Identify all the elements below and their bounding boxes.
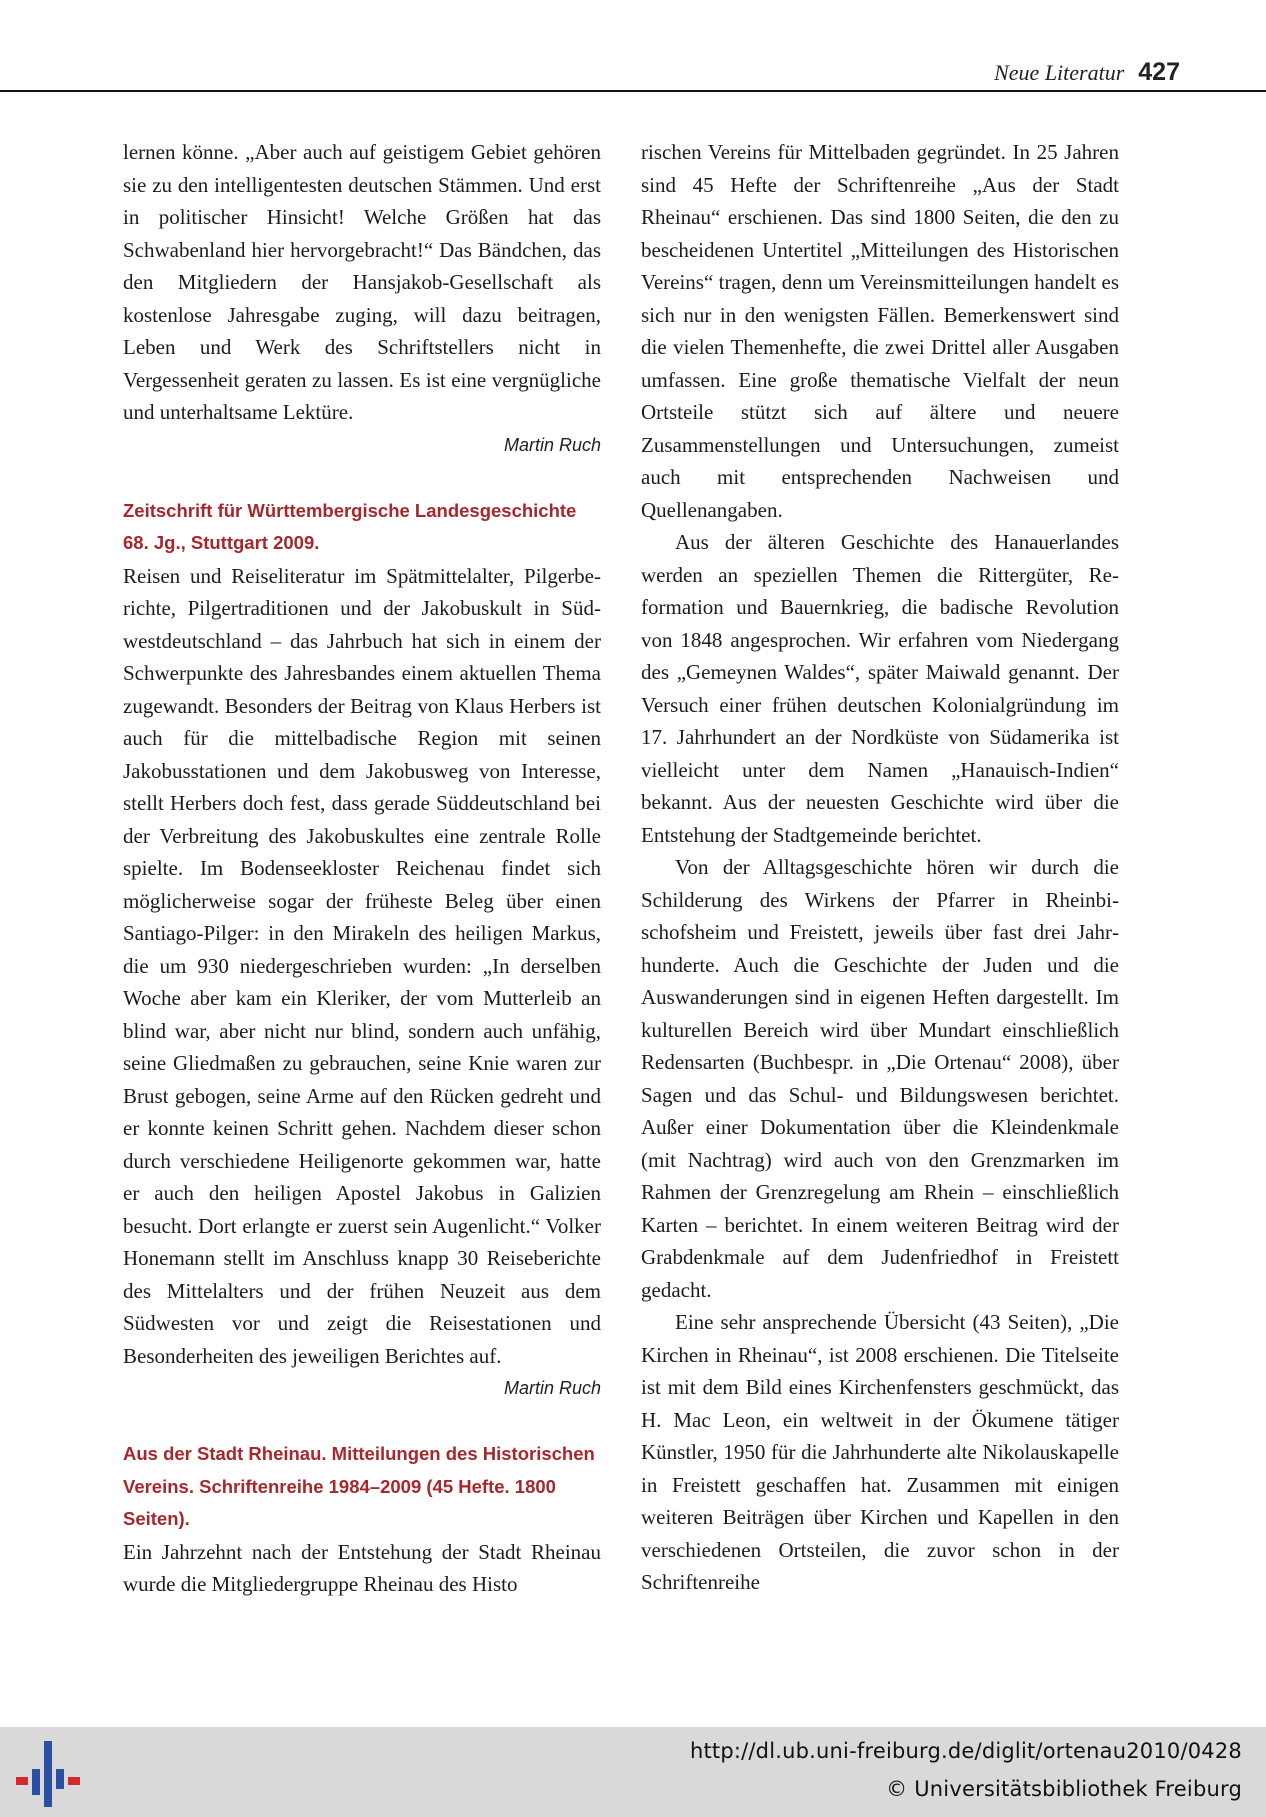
review1-paragraph: lernen könne. „Aber auch auf geistigem Gebiet gehören sie zu den intelligentesten deutschen Stämmen. Und erst in politischer Hinsicht! Welche Größen hat das Schwabenland hier hervorgebracht!“ Das Bändchen, das den Mitgliedern der Hansjakob-Gesellschaft als kostenlose Jahresgabe zuging, will dazu beitragen, Leben und Werk des Schriftstellers nicht in Vergessenheit geraten zu lassen. Es ist eine vergnügliche und unterhaltsame Lektüre.: [123, 140, 601, 424]
right-paragraph-2: Aus der älteren Geschichte des Hanauerlandes werden an speziellen Themen die Rittergüter, Reformation und Bauernkrieg, die badische Revolution von 1848 angesprochen. Wir erfahren vom Niedergang des „Gemeynen Waldes“, später Maiwald genannt. Der Versuch einer frühen deutschen Kolonialgründung im 17. Jahrhundert an der Nordküste von Südamerika ist vielleicht unter dem Namen „Hanauisch-Indien“ bekannt. Aus der neuesten Geschichte wird über die Entstehung der Stadtgemeinde berichtet.: [641, 530, 1119, 847]
right-paragraph-4: Eine sehr ansprechende Übersicht (43 Seiten), „Die Kirchen in Rheinau“, ist 2008 erschienen. Die Titelseite ist mit dem Bild eines Kirchenfensters geschmückt, das H. Mac Leon, ein weltweit in der Ökumene tätiger Künstler, 1950 für die Jahrhunderte alte Nikolauskapelle in Freistett geschaffen hat. Zusammen mit einigen weiteren Beiträgen über Kirchen und Kapellen in den verschiedenen Ortsteilen, die zuvor schon in der Schriftenreihe: [641, 1310, 1119, 1594]
running-title: Neue Literatur: [994, 60, 1125, 85]
review3-paragraph: Ein Jahrzehnt nach der Entstehung der Stadt Rheinau wurde die Mitgliedergruppe Rheinau des Histo: [123, 1539, 601, 1596]
running-head: [0, 58, 1180, 87]
review1-author: Martin Ruch: [503, 434, 601, 455]
header-rule: [0, 90, 1266, 92]
footer-copyright: © Universitätsbibliothek Freiburg: [886, 1777, 1242, 1801]
footer-url[interactable]: http://dl.ub.uni-freiburg.de/diglit/ortenau2010/0428: [689, 1739, 1242, 1763]
right-column: [641, 136, 1119, 1599]
right-paragraph-1: rischen Vereins für Mittelbaden gegründet. In 25 Jahren sind 45 Hefte der Schriftenreihe „Aus der Stadt Rheinau“ erschienen. Das sind 1800 Seiten, die den zu bescheidenen Untertitel „Mitteilungen des Historischen Vereins“ tragen, denn um Vereinsmitteilungen handelt es sich nur in den wenigsten Fällen. Bemerkenswert sind die vielen Themenhefte, die zwei Drittel aller Ausgaben umfassen. Eine große thematische Vielfalt der neun Ortsteile stützt sich auf ältere und neuere Zusammenstellungen und Untersuchungen, zumeist auch mit entsprechenden Nachweisen und Quellenangaben.: [641, 140, 1119, 522]
left-column: [123, 136, 601, 1601]
review3-title: Aus der Stadt Rheinau. Mitteilungen des Historischen Vereins. Schriftenreihe 1984–2009 (45 Hefte. 1800 Seiten).: [123, 1443, 595, 1529]
review2-author: Martin Ruch: [503, 1378, 601, 1398]
review2-title: Zeitschrift für Württembergische Landesgeschichte 68. Jg., Stuttgart 2009.: [123, 499, 577, 553]
right-paragraph-3: Von der Alltagsgeschichte hören wir durch die Schilderung des Wirkens der Pfarrer in Rheinbischofsheim und Freistett, jeweils über fast drei Jahrhunderte. Auch die Geschichte der Juden und die Auswanderungen sind in eigenen Heften dargestellt. Im kulturellen Bereich wird über Mundart einschließlich Redensarten (Buchbespr. in „Die Ortenau“ 2008), über Sagen und das Schul- und Bildungswesen berichtet. Außer einer Dokumentation über die Kleindenkmale (mit Nachtrag) wird auch von den Grenzmarken im Rahmen der Grenzregelung am Rhein – einschließlich Karten – berichtet. In einem weiteren Beitrag wird der Grabdenkmale auf dem Judenfriedhof in Freistett gedacht.: [641, 855, 1119, 1302]
ub-freiburg-logo-icon: [14, 1739, 84, 1809]
page-number: 427: [1138, 58, 1180, 86]
review2-paragraph: Reisen und Reiseliteratur im Spätmittelalter, Pilgerberichte, Pilgertraditionen und der Jakobuskult in Südwestdeutschland – das Jahrbuch hat sich in einem der Schwerpunkte des Jahresbandes einem aktuellen Thema zugewandt. Besonders der Beitrag von Klaus Herbers ist auch für die mittelbadische Region mit seinen Jakobusstationen und dem Jakobusweg von Interesse, stellt Herbers doch fest, dass gerade Süddeutschland bei der Verbreitung des Jakobuskultes eine zentrale Rolle spielte. Im Bodenseekloster Reichenau findet sich möglicherweise sogar der früheste Beleg über einen Santiago-Pilger: in den Mirakeln des heiligen Markus, die um 930 niedergeschrieben wurden: „In derselben Woche aber kam ein Kleriker, der vom Mutterleib an blind war, aber nicht nur blind, sondern auch unfähig, seine Gliedmaßen zu gebrauchen, seine Knie waren zur Brust gebogen, seine Arme auf den Rücken gedreht und er konnte keinen Schritt gehen. Nachdem dieser schon durch verschiedene Heiligenorte gekommen war, hatte er auch den heiligen Apostel Jakobus in Galizien besucht. Dort erlangte er zuerst sein Augenlicht.“ Volker Honemann stellt im Anschluss knapp 30 Reiseberichte des Mittelalters und der frühen Neuzeit aus dem Südwesten vor und zeigt die Reisestationen und Besonderheiten des jeweiligen Berichtes auf.: [123, 563, 601, 1368]
